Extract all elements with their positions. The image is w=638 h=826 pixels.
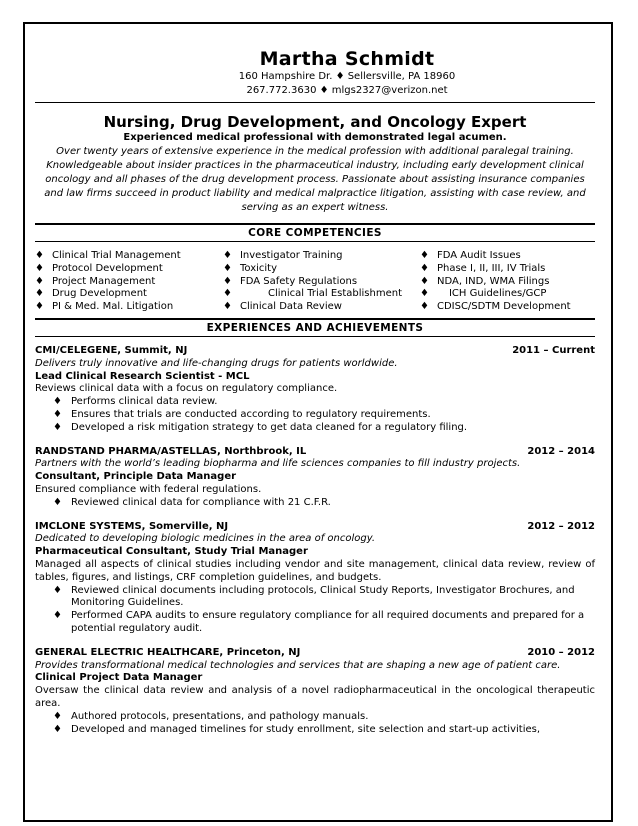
experience-heading: EXPERIENCES AND ACHIEVEMENTS [35,318,595,337]
competency-item [420,263,571,276]
competency-item [420,288,571,301]
job-bullet-text: Developed a risk mitigation strategy to get data cleaned for a regulatory filing. [71,421,468,433]
diamond-bullet-icon: ♦ [420,262,429,274]
job-bullet [35,497,595,510]
company-name: IMCLONE SYSTEMS, Somerville, NJ [35,520,229,532]
resume-content [35,48,595,736]
competency-label: Toxicity [239,262,277,274]
competency-label: NDA, IND, WMA Filings [436,275,550,287]
diamond-bullet-icon: ♦ [223,275,232,287]
candidate-name: Martha Schmidt [259,48,435,70]
company-tagline: Provides transformational medical technologies and services that are shaping a new age of patient care. [35,659,561,671]
job-entry [35,345,595,435]
competency-item [420,250,571,263]
competency-item [420,301,571,314]
diamond-bullet-icon: ♦ [53,396,62,408]
subline: Experienced medical professional with demonstrated legal acumen. [123,132,507,143]
competency-label: Clinical Trial Management [51,250,181,261]
job-bullet [35,396,595,409]
diamond-bullet-icon: ♦ [53,610,62,622]
diamond-bullet-icon: ♦ [420,250,429,261]
job-dates: 2012 – 2012 [527,520,595,532]
job-description: Managed all aspects of clinical studies including vendor and site management, clinical data review, review of tables, figures, and listings, CRF completion guidelines, and budgets. [35,558,595,583]
job-bullet [35,724,595,737]
diamond-bullet-icon: ♦ [35,288,44,300]
job-bullets [35,711,595,737]
job-header [35,521,595,534]
job-bullet-text: Performed CAPA audits to ensure regulatory compliance for all required documents and prepared for a potential regulatory audit. [71,610,585,634]
diamond-bullet-icon: ♦ [420,301,429,313]
job-header [35,647,595,660]
competency-label: PI & Med. Mal. Litigation [51,301,174,313]
job-description: Oversaw the clinical data review and analysis of a novel radiopharmaceutical in the oncological therapeutic area. [35,685,595,709]
diamond-bullet-icon: ♦ [35,250,44,261]
competency-grid [35,250,595,318]
job-title: Consultant, Principle Data Manager [35,471,237,483]
diamond-bullet-icon: ♦ [35,301,44,313]
diamond-bullet-icon: ♦ [35,262,44,274]
competency-column-3 [420,250,571,314]
competency-item [223,301,402,314]
job-title: Lead Clinical Research Scientist - MCL [35,370,250,382]
competency-label: Investigator Training [239,250,343,261]
job-bullet [35,422,595,435]
diamond-bullet-icon: ♦ [223,262,232,274]
competency-label: Clinical Data Review [239,301,342,313]
job-dates: 2012 – 2014 [527,445,595,457]
header-divider [35,102,595,103]
job-bullet [35,585,595,611]
job-entry [35,446,595,510]
competency-column-1 [35,250,181,314]
company-name: RANDSTAND PHARMA/ASTELLAS, Northbrook, IL [35,445,307,457]
job-header [35,446,595,459]
job-bullet-text: Authored protocols, presentations, and pathology manuals. [71,710,369,722]
job-dates: 2011 – Current [512,345,595,356]
competency-item [35,263,181,276]
diamond-bullet-icon: ♦ [223,301,232,313]
diamond-bullet-icon: ♦ [53,421,62,433]
competency-item [223,276,402,289]
competency-label: Project Management [51,275,156,287]
job-bullet [35,409,595,422]
competency-item [35,288,181,301]
diamond-bullet-icon: ♦ [53,710,62,722]
diamond-bullet-icon: ♦ [420,275,429,287]
job-dates: 2010 – 2012 [527,646,595,658]
competency-label: Phase I, II, III, IV Trials [436,262,546,274]
diamond-bullet-icon: ♦ [53,496,62,508]
diamond-bullet-icon: ♦ [53,408,62,420]
competency-label: CDISC/SDTM Development [436,301,571,313]
job-bullet-text: Reviewed clinical documents including protocols, Clinical Study Reports, Investigator Brochures, and Monitoring Guidelines. [71,584,575,609]
diamond-bullet-icon: ♦ [53,584,62,596]
diamond-bullet-icon: ♦ [420,288,429,300]
competency-item [35,301,181,314]
competency-item [420,276,571,289]
diamond-bullet-icon: ♦ [35,275,44,287]
competency-label: Clinical Trial Establishment [267,288,403,300]
job-title: Pharmaceutical Consultant, Study Trial Manager [35,546,308,558]
competency-item [223,288,402,301]
address-line: 160 Hampshire Dr. ♦ Sellersville, PA 18960 [238,71,456,82]
competency-column-2 [223,250,402,314]
job-description: Ensured compliance with federal regulations. [35,483,262,495]
job-description: Reviews clinical data with a focus on regulatory compliance. [35,383,338,395]
job-entry [35,521,595,636]
company-tagline: Delivers truly innovative and life-changing drugs for patients worldwide. [35,357,398,369]
diamond-bullet-icon: ♦ [53,723,62,735]
job-title: Clinical Project Data Manager [35,672,203,684]
job-header [35,345,595,358]
competency-item [35,276,181,289]
job-bullet [35,711,595,724]
competency-label: Drug Development [51,288,147,300]
diamond-bullet-icon: ♦ [223,288,232,300]
job-bullets [35,497,595,510]
company-name: GENERAL ELECTRIC HEALTHCARE, Princeton, NJ [35,646,301,658]
competency-label: ICH Guidelines/GCP [448,288,547,300]
competency-item [223,250,402,263]
competency-label: FDA Audit Issues [436,250,521,261]
core-competencies-heading: CORE COMPETENCIES [35,223,595,242]
company-name: CMI/CELEGENE, Summit, NJ [35,345,188,356]
job-bullets [35,585,595,636]
competency-item [35,250,181,263]
competency-label: Protocol Development [51,262,163,274]
company-tagline: Partners with the world’s leading biopharma and life sciences companies to fill industry projects. [35,458,521,470]
job-bullet-text: Reviewed clinical data for compliance with 21 C.F.R. [71,496,331,508]
job-bullet-text: Performs clinical data review. [71,396,218,408]
job-list [35,345,595,736]
job-bullet-text: Developed and managed timelines for study enrollment, site selection and start-up activities, [71,723,541,735]
summary: Over twenty years of extensive experience in the medical profession with additional paralegal training. Knowledgeable about insider practices in the pharmaceutical industry, including early development clinical oncology and all phases of the drug development process. Passionate about assisting insurance companies and law firms succeed in product liability and medical malpractice litigation, assisting with case review, and serving as an expert witness. [44,146,586,213]
competency-item [223,263,402,276]
company-tagline: Dedicated to developing biologic medicines in the area of oncology. [35,533,376,545]
diamond-bullet-icon: ♦ [223,250,232,261]
job-bullets [35,396,595,434]
job-bullet-text: Ensures that trials are conducted according to regulatory requirements. [71,408,431,420]
competency-label: FDA Safety Regulations [239,275,358,287]
job-bullet [35,610,595,636]
job-entry [35,647,595,737]
contact-line: 267.772.3630 ♦ mlgs2327@verizon.net [246,85,448,96]
headline: Nursing, Drug Development, and Oncology Expert [103,113,527,131]
